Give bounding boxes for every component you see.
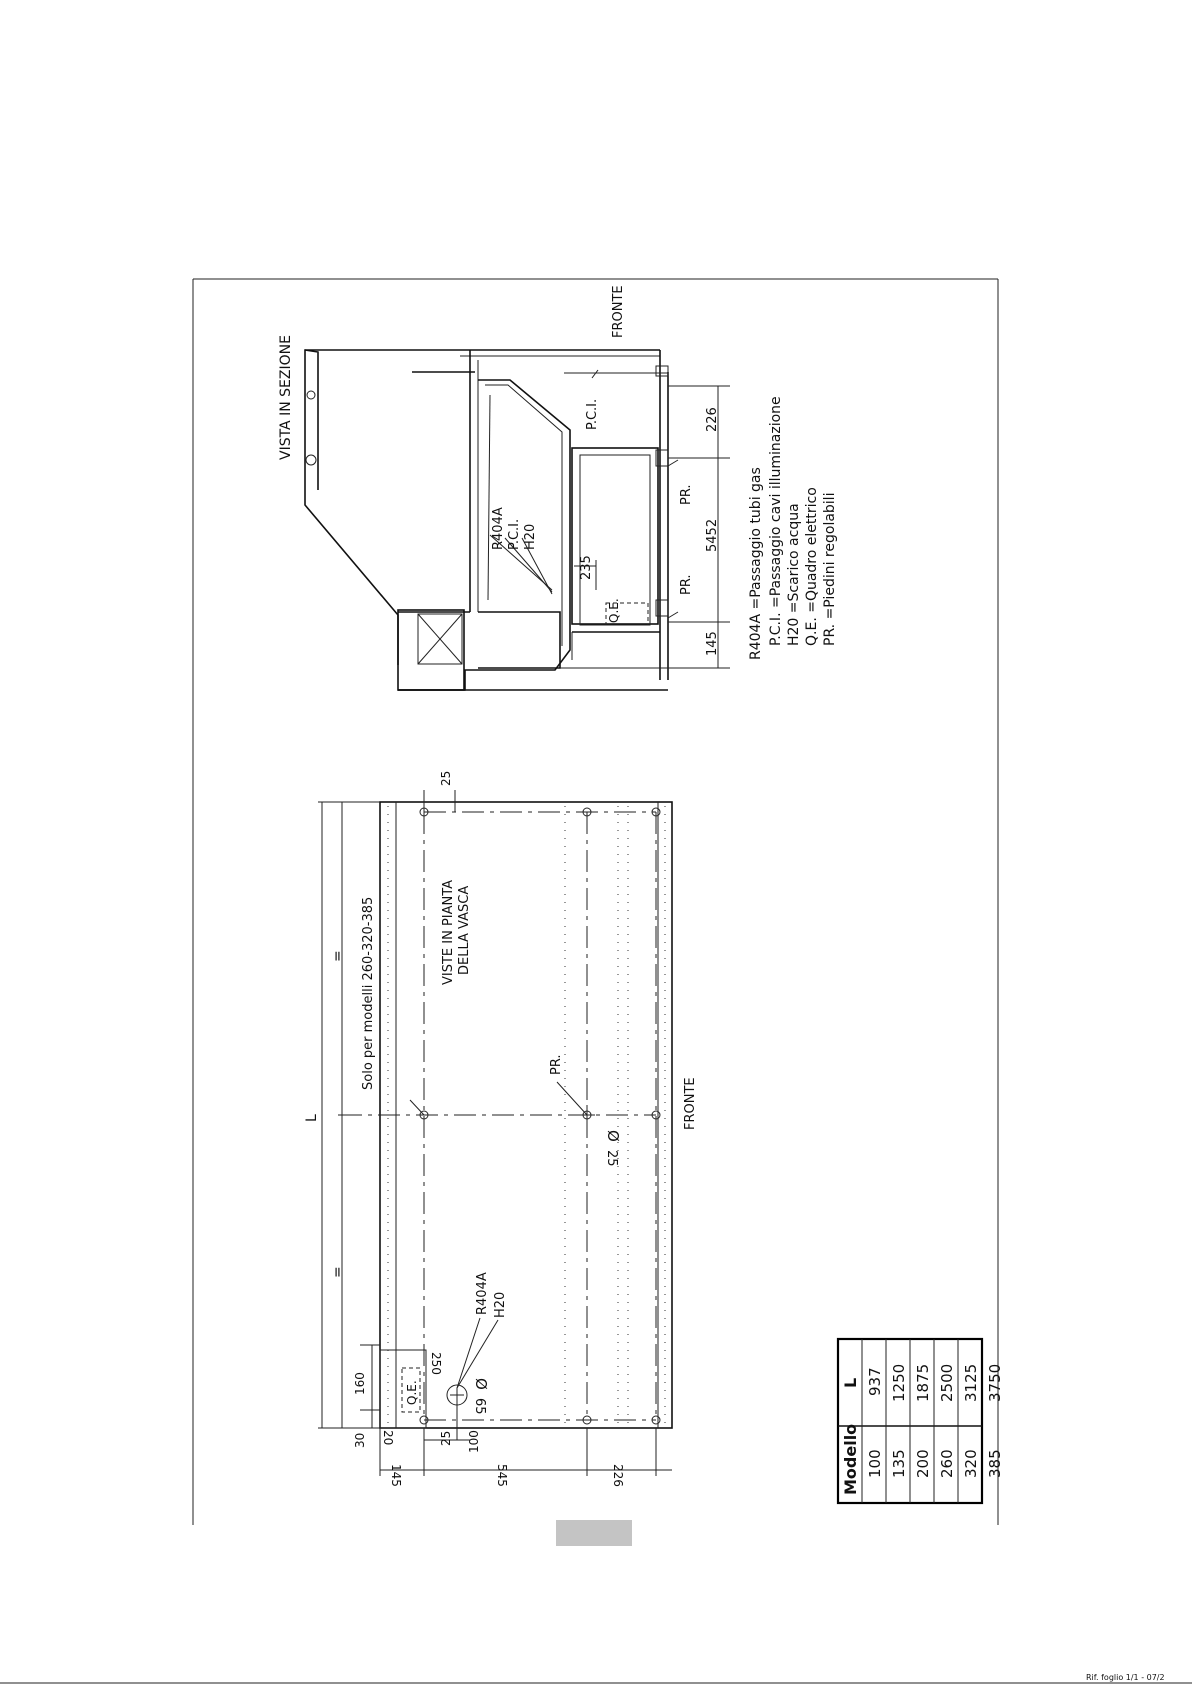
table-cell-model: 385 [986, 1449, 1004, 1478]
table-cell-l: 1250 [890, 1363, 908, 1402]
plan-pr-label: PR. [549, 1054, 564, 1075]
section-dim-5452: 5452 [705, 518, 720, 552]
plan-texts [304, 771, 698, 1487]
legend [748, 396, 838, 660]
plan-equal-label-1: = [330, 950, 346, 962]
table-cell-l: 1875 [914, 1363, 932, 1402]
plan-length-label: L [304, 1114, 320, 1122]
table-cell-l: 937 [866, 1367, 884, 1396]
section-front-label: FRONTE [611, 285, 626, 338]
callout-r404a: R404A [491, 507, 506, 550]
plan-dim-100: 100 [467, 1430, 481, 1453]
section-pr-label-2: PR. [679, 574, 694, 595]
plan-dim-226: 226 [611, 1464, 625, 1487]
footer-code: Rif. foglio 1/1 - 07/2 [1086, 1673, 1165, 1682]
table-cell-model: 200 [914, 1449, 932, 1478]
section-dim-235: 235 [579, 555, 594, 580]
plan-dim-545-group [495, 1464, 509, 1487]
section-pci-label: P.C.I. [585, 398, 600, 430]
table-cell-model: 100 [866, 1449, 884, 1478]
legend-qe: Q.E. =Quadro elettrico [804, 487, 820, 646]
table-cell-l: 3125 [962, 1363, 980, 1402]
plan-dim-25-bottom: 25 [439, 1430, 453, 1446]
plan-equal-label-2: = [330, 1266, 346, 1278]
phi-25-value: 25 [604, 1150, 619, 1167]
plan-dim-160: 160 [353, 1372, 367, 1395]
plan-dim-20: 20 [381, 1430, 395, 1446]
section-title: VISTA IN SEZIONE [278, 335, 294, 460]
section-dim-226: 226 [705, 407, 720, 432]
plan-dim-25-top: 25 [439, 770, 453, 786]
table-cell-model: 135 [890, 1449, 908, 1478]
table-cell-l: 2500 [938, 1363, 956, 1402]
legend-h20: H20 =Scarico acqua [786, 503, 802, 646]
plan-dim-30: 30 [353, 1432, 367, 1448]
plan-dim-250-group [429, 1352, 443, 1375]
section-pr-label-1: PR. [679, 484, 694, 505]
plan-dim-545: 545 [495, 1464, 509, 1487]
phi-65-value: 65 [472, 1398, 487, 1415]
plan-note: Solo per modelli 260-320-385 [361, 896, 376, 1090]
plan-dim-250: 250 [429, 1352, 443, 1375]
legend-pr: PR. =Piedini regolabili [822, 492, 838, 646]
section-texts [278, 285, 720, 656]
plan-title-line1: VISTE IN PIANTA [441, 879, 456, 985]
page-number-tab [556, 1520, 632, 1546]
plan-dim-226-group [611, 1464, 625, 1487]
table-cell-model: 320 [962, 1449, 980, 1478]
callout-h20: H20 [523, 523, 538, 550]
table-header-l: L [841, 1377, 860, 1388]
plan-title-line2: DELLA VASCA [457, 885, 472, 975]
model-table [838, 1339, 1004, 1503]
table-cell-model: 260 [938, 1449, 956, 1478]
table-header-model: Modello [841, 1423, 860, 1495]
legend-r404a: R404A =Passaggio tubi gas [748, 467, 764, 660]
phi-65-label [472, 1378, 490, 1415]
plan-dim-20-group [381, 1430, 395, 1445]
table-cell-l: 3750 [986, 1363, 1004, 1402]
plan-dim-145-group [389, 1464, 403, 1487]
plan-qe-label: Q.E. [405, 1380, 419, 1405]
plan-h20: H20 [493, 1291, 508, 1318]
section-qe-label: Q.E. [607, 598, 621, 623]
phi-symbol-2: Ø [472, 1378, 490, 1390]
callout-pci: P.C.I. [507, 518, 522, 550]
plan-front-label: FRONTE [683, 1077, 698, 1130]
legend-pci: P.C.I. =Passaggio cavi illuminazione [768, 396, 784, 646]
plan-dim-145: 145 [389, 1464, 403, 1487]
plan-r404a: R404A [475, 1272, 490, 1315]
phi-symbol: Ø [604, 1130, 622, 1142]
phi-25-label [604, 1130, 622, 1167]
section-dim-145: 145 [705, 631, 720, 656]
